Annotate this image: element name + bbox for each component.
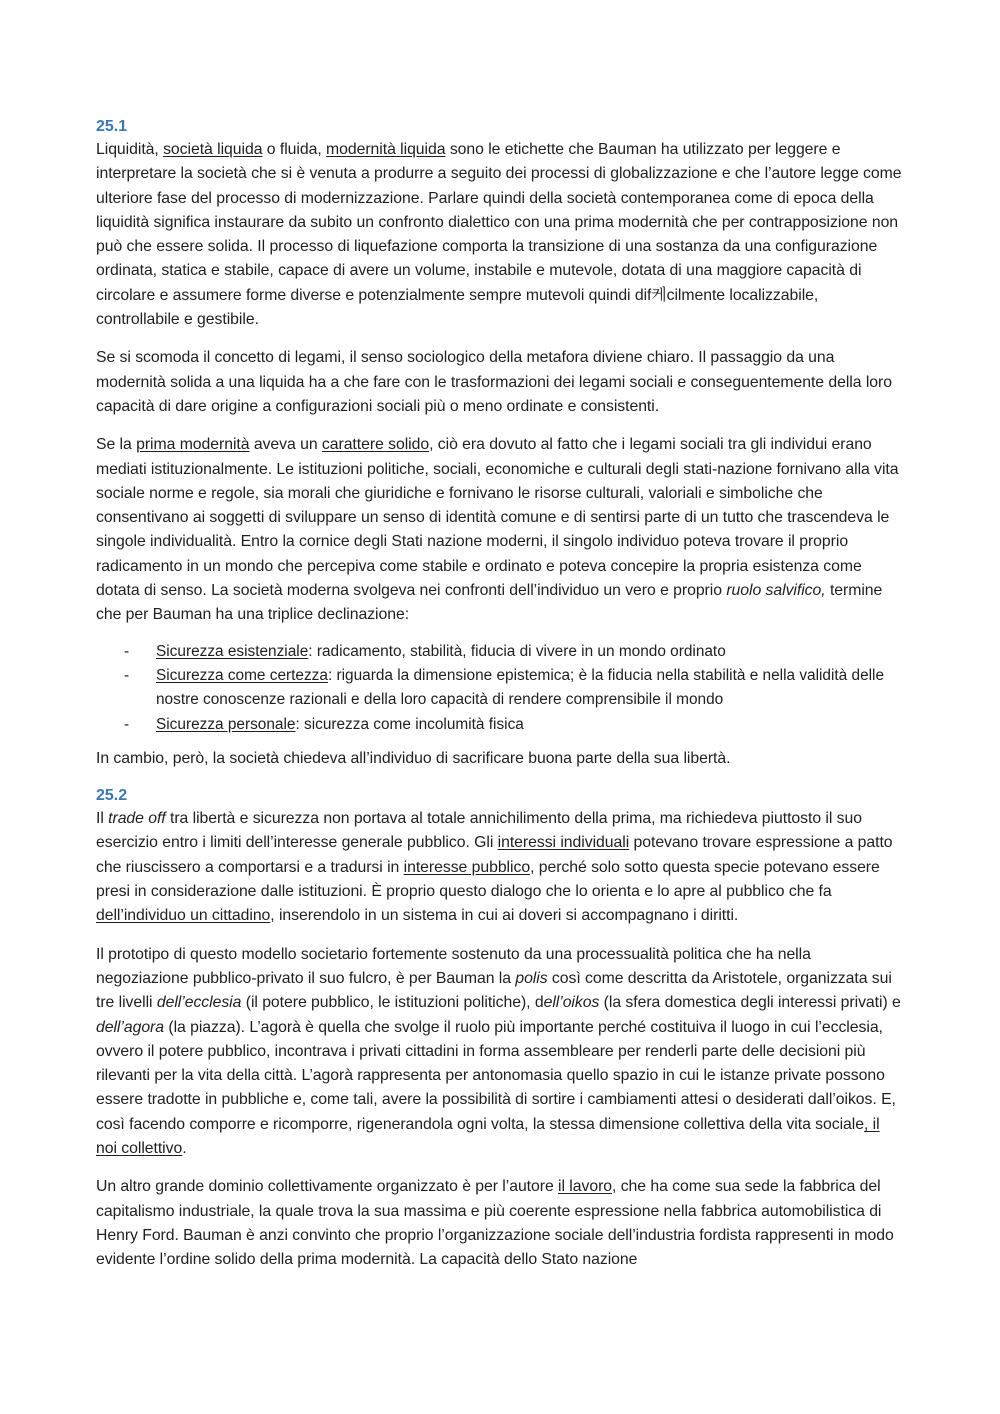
- text: (la piazza). L’agorà è quella che svolge il ruolo più importante perché costituiva il luogo in cui l’ecclesia, ovvero il potere pubblico, incontrava i privati cittadini in forma assembleare per renderli parte delle decisioni più rilevanti per la vita della città. L’agorà rappresenta per antonomasia quello spazio in cui le istanze private possono essere tradotte in pubbliche e, come tali, avere la possibilità di sortire i cambiamenti attesi o desiderati dall’oikos. E, così facendo comporre e ricomporre, rigenerandola ogni volta, la stessa dimensione collettiva della vita sociale: [96, 1018, 896, 1133]
- text: termine che per Bauman ha una triplice declinazione:: [96, 582, 883, 624]
- paragraph-freedom-tradeoff: In cambio, però, la società chiedeva all’individuo di sacrificare buona parte della sua libertà.: [96, 749, 731, 767]
- text: Un altro grande dominio collettivamente organizzato è per l’autore: [96, 1178, 559, 1196]
- underlined-term: interessi individuali: [497, 834, 630, 852]
- list-text: : riguarda la dimensione epistemica; è la fiducia nella stabilità e nella validità delle nostre conoscenze razionali e della loro capacità di rendere comprensibile il mondo: [156, 666, 885, 709]
- text: potevano trovare espressione a patto che riuscissero a comportarsi e a tradursi in: [96, 834, 893, 876]
- text: Il: [96, 810, 109, 828]
- underlined-term: il lavoro: [558, 1178, 613, 1196]
- text: , che ha come sua sede la fabbrica del capitalismo industriale, la quale trova la sua massima e più coerente espressione nella fabbrica automobilistica di Henry Ford. Bauman è anzi convinto che proprio l’organizzazione sociale dell’industria fordista rappresenti in modo evidente l’ordine solido della prima modernità. La capacità dello Stato nazione: [96, 1178, 894, 1269]
- bullet-dash: -: [124, 642, 130, 660]
- paragraph-bonds: Se si scomoda il concetto di legami, il senso sociologico della metafora diviene chiaro. Il passaggio da una modernità solida a una liquida ha a che fare con le trasformazioni dei legami sociali e conseguentemente della loro capacità di dare origine a configurazioni sociali più o meno ordinate e consistenti.: [96, 349, 892, 415]
- italic-term: ell’oikos: [543, 994, 600, 1012]
- italic-term: ruolo salvifico,: [726, 582, 826, 600]
- text: (la sfera domestica degli interessi privati) e: [599, 994, 901, 1012]
- underlined-term: , il noi collettivo: [96, 1115, 880, 1157]
- paragraph-liquidity: [96, 138, 904, 332]
- text: .: [182, 1139, 187, 1157]
- paragraph-polis: [96, 943, 904, 1162]
- list-item: [96, 664, 904, 713]
- list-term: Sicurezza esistenziale: [156, 642, 309, 660]
- list-text: : sicurezza come incolumità fisica: [295, 715, 524, 733]
- text: tra libertà e sicurezza non portava al totale annichilimento della prima, ma richiedeva piuttosto il suo esercizio entro i limiti dell’interesse generale pubblico. Gli: [96, 810, 862, 852]
- text: o fluida,: [262, 141, 327, 158]
- text: aveva un: [249, 436, 322, 454]
- text: Se la: [96, 436, 137, 454]
- paragraph-first-modernity: [96, 433, 904, 627]
- underlined-term: interesse pubblico: [403, 858, 531, 876]
- italic-term: dell’agora: [96, 1018, 165, 1036]
- text: , inserendolo in un sistema in cui ai doveri si accompagnano i diritti.: [270, 907, 739, 925]
- text: (il potere pubblico, le istituzioni politiche), d: [241, 994, 544, 1012]
- list-item: [96, 713, 904, 737]
- underlined-term: modernità liquida: [326, 141, 446, 158]
- paragraph-trade-off: [96, 807, 904, 928]
- list-item: [96, 640, 904, 664]
- section-heading-25-2: 25.2: [96, 787, 128, 805]
- bullet-dash: -: [124, 715, 130, 733]
- security-list: [96, 640, 904, 737]
- underlined-term: prima modernità: [136, 436, 250, 454]
- italic-term: polis: [515, 969, 548, 987]
- italic-term: dell’ecclesia: [156, 994, 242, 1012]
- underlined-term: società liquida: [163, 141, 263, 158]
- text: , perché solo sotto questa specie potevano essere presi in considerazione dalle istituzioni. È proprio questo dialogo che lo orienta e lo apre al pubblico che fa: [96, 858, 880, 901]
- document-page: [96, 116, 904, 1286]
- italic-term: trade off: [108, 810, 166, 828]
- text: sono le etichette che Bauman ha utilizzato per leggere e interpretare la società che si è venuta a produrre a seguito dei processi di globalizzazione e che l’autore legge come ulteriore fase del processo di modernizzazione. Parlare quindi della società contemporanea come di epoca della liquidità significa instaurare da subito un confronto dialettico con una prima modernità che per contrapposizione non può che essere solida. Il processo di liquefazione comporta la transizione di una sostanza da una configurazione ordinata, statica e stabile, capace di avere un volume, instabile e mutevole, dotata di una maggiore capacità di circolare e assumere forme diverse e potenzialmente sempre mutevoli quindi dif케cilmente localizzabile, controllabile e gestibile.: [96, 141, 902, 329]
- underlined-term: carattere solido: [321, 436, 430, 454]
- underlined-term: dell’individuo un cittadino: [96, 907, 271, 925]
- list-term: Sicurezza personale: [156, 715, 296, 733]
- text: Liquidità,: [96, 141, 164, 158]
- paragraph-labour: [96, 1175, 904, 1272]
- text: così come descritta da Aristotele, organizzata sui tre livelli: [96, 969, 892, 1012]
- text: Il prototipo di questo modello societario fortemente sostenuto da una processualità politica che ha nella negoziazione pubblico-privato il suo fulcro, è per Bauman la: [96, 945, 811, 987]
- section-heading-25-1: 25.1: [96, 118, 128, 135]
- list-term: Sicurezza come certezza: [156, 666, 328, 684]
- bullet-dash: -: [124, 666, 130, 684]
- list-text: : radicamento, stabilità, fiducia di vivere in un mondo ordinato: [308, 642, 726, 660]
- text: , ciò era dovuto al fatto che i legami sociali tra gli individui erano mediati istituzionalmente. Le istituzioni politiche, sociali, economiche e culturali degli stati-nazione fornivano alla vita sociale norme e regole, sia morali che giuridiche e fornivano le risorse culturali, valoriali e simboliche che consentivano ai soggetti di sviluppare un senso di identità comune e di sentirsi parte di un tutto che trascendeva le singole individualità. Entro la cornice degli Stati nazione moderni, il singolo individuo poteva trovare il proprio radicamento in un mondo che percepiva come stabile e ordinato e poteva concepire la propria esistenza come dotata di senso. La società moderna svolgeva nei confronti dell’individuo un vero e proprio: [96, 436, 899, 600]
